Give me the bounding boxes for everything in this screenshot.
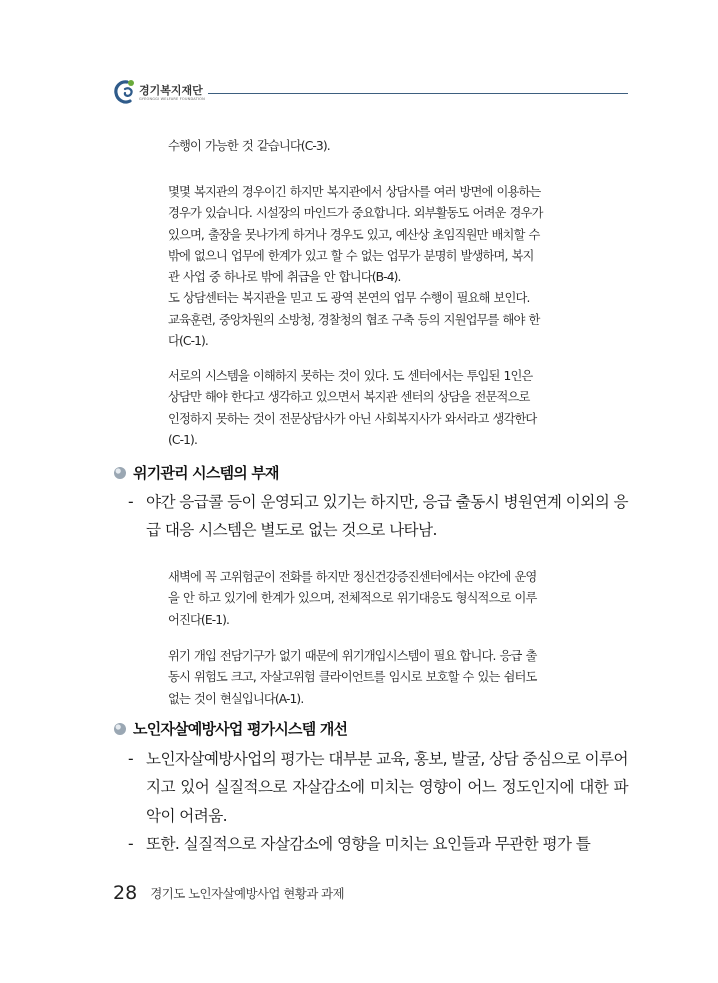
interview-quote (168, 646, 578, 710)
quote-line: 인정하지 못하는 것이 전문상담사가 아닌 사회복지사가 와서라고 생각한다 (168, 411, 537, 426)
interview-quote (168, 366, 578, 451)
quote-line: 동시 위험도 크고, 자살고위험 클라이언트를 임시로 보호할 수 있는 쉼터도 (168, 670, 537, 685)
quote-line: 있으며, 출장을 못나가게 하거나 경우도 있고, 예산상 초임직원만 배치할 수 (168, 227, 540, 242)
quote-line: 어진다(E-1). (168, 612, 230, 627)
org-subtitle: GYEONGGI WELFARE FOUNDATION (139, 97, 205, 101)
quote-line: 상담만 해야 한다고 생각하고 있으면서 복지관 센터의 상담을 전문적으로 (168, 390, 530, 405)
quote-line: 을 안 하고 있기에 한계가 있으며, 전체적으로 위기대응도 형식적으로 이루 (168, 591, 537, 606)
section-heading (113, 462, 279, 483)
dash-bullet: - (128, 493, 134, 511)
quote-line: 서로의 시스템을 이해하지 못하는 것이 있다. 도 센터에서는 투입된 1인은 (168, 369, 533, 383)
header-rule (208, 93, 628, 94)
page-header (112, 78, 628, 108)
section-title: 노인자살예방사업 평가시스템 개선 (133, 720, 348, 738)
org-name: 경기복지재단 (139, 84, 203, 97)
quote-line: 밖에 없으니 업무에 한계가 있고 할 수 없는 업무가 분명히 발생하며, 복지 (168, 248, 534, 263)
quote-line: 수행이 가능한 것 같습니다(C-3). (168, 139, 330, 153)
paragraph-text: 또한. 실질적으로 자살감소에 영향을 미치는 요인들과 무관한 평가 틀 (146, 835, 591, 853)
page-number: 28 (113, 882, 138, 904)
quote-line: 다(C-1). (168, 334, 208, 349)
dash-bullet: - (128, 750, 134, 768)
quote-line: 몇몇 복지관의 경우이긴 하지만 복지관에서 상담사를 여러 방면에 이용하는 (168, 185, 541, 199)
paragraph-text: 노인자살예방사업의 평가는 대부분 교육, 홍보, 발굴, 상담 중심으로 이루어지고 있어 실질적으로 자살감소에 미치는 영향이 어느 정도인지에 대한 파악이 어려움. (146, 750, 628, 825)
section-title: 위기관리 시스템의 부재 (133, 464, 279, 482)
section-heading (113, 718, 347, 739)
body-paragraph (128, 488, 628, 545)
paragraph-text: 야간 응급콜 등이 운영되고 있기는 하지만, 응급 출동시 병원연계 이외의 응급 대응 시스템은 별도로 없는 것으로 나타남. (146, 493, 628, 540)
interview-quote (168, 136, 578, 157)
running-title: 경기도 노인자살예방사업 현황과 과제 (150, 886, 345, 901)
page-footer (113, 882, 344, 904)
quote-line: 관 사업 중 하나로 밖에 취급을 안 합니다(B-4). (168, 270, 401, 285)
quote-line: 위기 개입 전담기구가 없기 때문에 위기개입시스템이 필요 합니다. 응급 출 (168, 649, 537, 663)
quote-line: 없는 것이 현실입니다(A-1). (168, 691, 304, 706)
quote-line: (C-1). (168, 432, 197, 447)
quote-line: 새벽에 꼭 고위험군이 전화를 하지만 정신건강증진센터에서는 야간에 운영 (168, 570, 537, 584)
quote-line: 도 상담센터는 복지관을 믿고 도 광역 본연의 업무 수행이 필요해 보인다. (168, 291, 530, 306)
interview-quote (168, 567, 578, 631)
quote-line: 경우가 있습니다. 시설장의 마인드가 중요합니다. 외부활동도 어려운 경우가 (168, 206, 543, 221)
body-paragraph (128, 745, 628, 830)
foundation-logo-icon (112, 78, 138, 106)
sphere-bullet-icon (113, 466, 127, 480)
sphere-bullet-icon (113, 722, 127, 736)
dash-bullet: - (128, 835, 134, 853)
quote-line: 교육훈련, 중앙차원의 소방청, 경찰청의 협조 구축 등의 지원업무를 해야 한 (168, 312, 540, 327)
body-paragraph (128, 830, 628, 858)
interview-quote (168, 182, 578, 352)
